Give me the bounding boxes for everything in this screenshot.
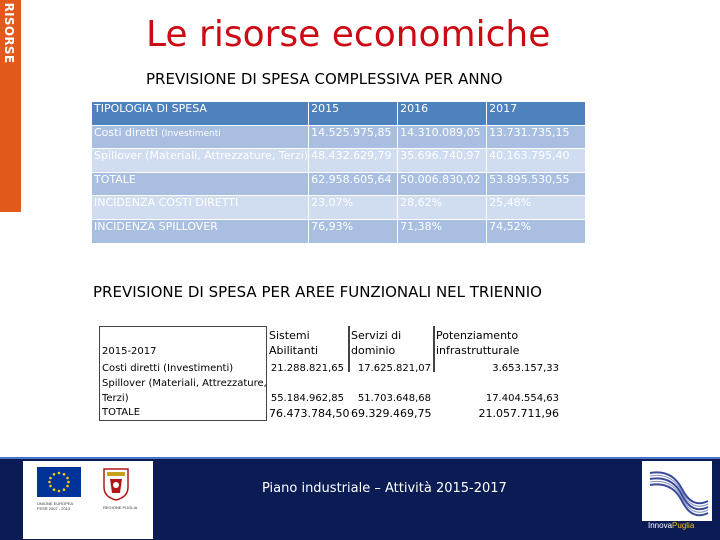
value-cell: 76,93%: [309, 219, 398, 243]
col-header-sistemi: Sistemi: [269, 329, 310, 342]
value-cell: 74,52%: [487, 219, 586, 243]
eu-caption-sub: FESR 2007 - 2013: [37, 506, 71, 511]
region-caption: REGIONE PUGLIA: [103, 505, 138, 510]
footer-divider: [0, 457, 720, 459]
value-cell: 40.163.795,40: [487, 149, 586, 173]
value-cell: 62.958.605,64: [309, 172, 398, 196]
row-label: Spillover (Materiali, Attrezzature, Terzi): [92, 149, 309, 173]
value-cell: 35.696.740,97: [398, 149, 487, 173]
value-cell: 14.525.975,85: [309, 125, 398, 149]
row-label-note: (Investimenti: [161, 128, 221, 139]
value-cell: 48.432.629,79: [309, 149, 398, 173]
table-row: [92, 149, 586, 173]
table-row: [92, 219, 586, 243]
row-label-total: TOTALE: [102, 407, 141, 418]
value-cell: 23,07%: [309, 196, 398, 220]
spillover-sistemi: 55.184.962,85: [270, 393, 344, 404]
brand-suffix: Puglia: [672, 521, 695, 530]
row-label: [92, 125, 309, 149]
row-label-spillover: Spillover (Materiali, Attrezzature,: [102, 378, 267, 389]
table-row: [92, 125, 586, 149]
value-cell: 71,38%: [398, 219, 487, 243]
value-cell: 28,62%: [398, 196, 487, 220]
total-servizi: 69.329.469,75: [351, 407, 432, 420]
col-header-servizi: Servizi di: [351, 329, 402, 342]
footer-text: Piano industriale – Attività 2015-2017: [262, 481, 507, 496]
eu-flag-icon: [37, 467, 81, 497]
direct-potenziamento: 3.653.157,33: [492, 363, 559, 374]
value-cell: 13.731.735,15: [487, 125, 586, 149]
direct-servizi: 17.625.821,07: [357, 363, 431, 374]
spillover-servizi: 51.703.648,68: [357, 393, 431, 404]
header-cell: 2015: [309, 102, 398, 126]
value-cell: 25,48%: [487, 196, 586, 220]
header-cell: 2016: [398, 102, 487, 126]
annual-forecast-table: [91, 101, 586, 244]
col-header-potenziamento: Potenziamento: [436, 329, 519, 342]
brand-prefix: Innova: [648, 521, 673, 530]
row-label: INCIDENZA SPILLOVER: [92, 219, 309, 243]
eu-caption: UNIONE EUROPEA: [37, 501, 74, 506]
row-label-direct: Costi diretti (Investimenti): [102, 363, 234, 374]
innovapuglia-logo-icon: [642, 461, 712, 521]
regione-puglia-crest-icon: [101, 467, 131, 501]
total-potenziamento: 21.057.711,96: [478, 407, 559, 420]
value-cell: 14.310.089,05: [398, 125, 487, 149]
col-header-dominio: dominio: [351, 344, 396, 357]
row-label-spillover-cont: Terzi): [102, 393, 129, 404]
spillover-potenziamento: 17.404.554,63: [485, 393, 559, 404]
col-header-infrastrutturale: infrastrutturale: [436, 344, 520, 357]
header-cell: 2017: [487, 102, 586, 126]
row-label: INCIDENZA COSTI DIRETTI: [92, 196, 309, 220]
row-label-text: Costi diretti: [94, 125, 158, 139]
header-cell: TIPOLOGIA DI SPESA: [92, 102, 309, 126]
funding-logos: [23, 461, 153, 539]
table-row: [92, 172, 586, 196]
value-cell: 50.006.830,02: [398, 172, 487, 196]
direct-sistemi: 21.288.821,65: [270, 363, 344, 374]
row-label: TOTALE: [92, 172, 309, 196]
col-header-abilitanti: Abilitanti: [269, 344, 319, 357]
total-sistemi: 76.473.784,50: [269, 407, 350, 420]
col-divider: [433, 326, 435, 372]
value-cell: 53.895.530,55: [487, 172, 586, 196]
period-label: 2015-2017: [102, 346, 157, 357]
section2-heading: PREVISIONE DI SPESA PER AREE FUNZIONALI NEL TRIENNIO: [93, 283, 542, 301]
table-header-row: [92, 102, 586, 126]
table-row: [92, 196, 586, 220]
section1-heading: PREVISIONE DI SPESA COMPLESSIVA PER ANNO: [146, 70, 503, 88]
page-title: Le risorse economiche: [146, 14, 551, 55]
side-label: RISORSE: [2, 2, 16, 64]
col-divider: [348, 326, 350, 372]
brand-name: [648, 521, 694, 530]
side-tab: [0, 0, 21, 212]
